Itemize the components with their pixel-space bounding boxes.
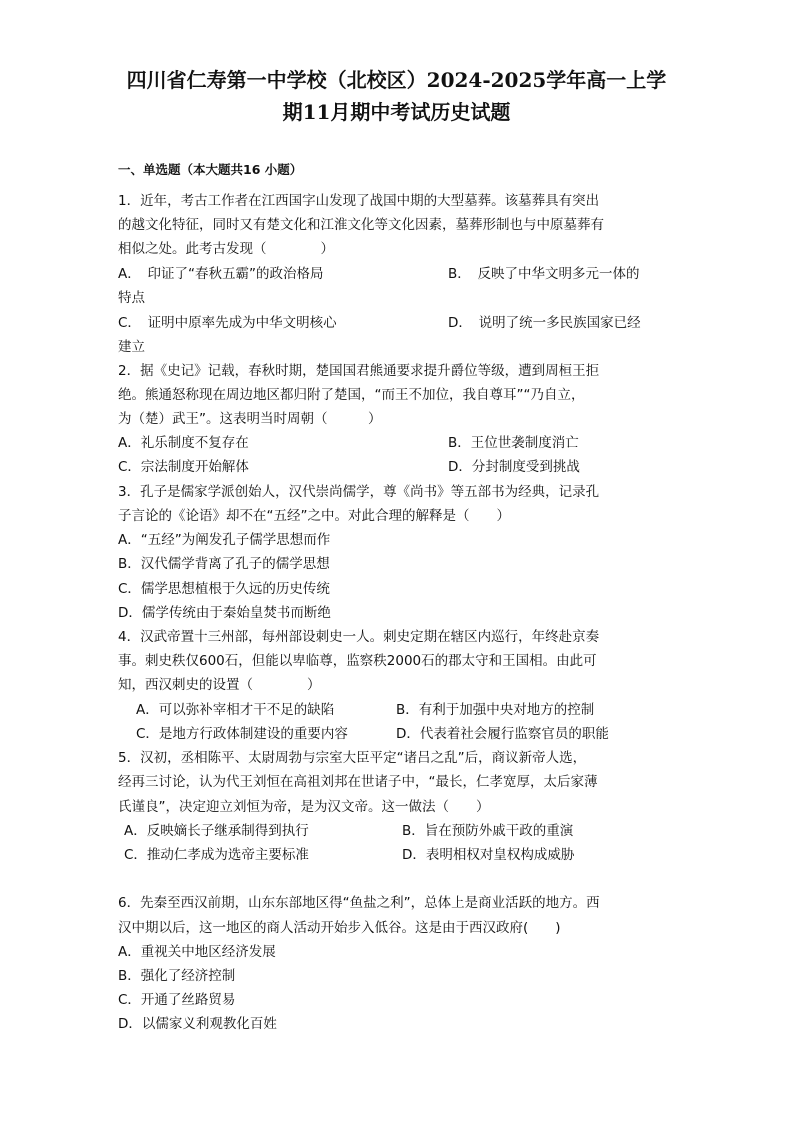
page-title-line-1: 四川省仁寿第一中学校（北校区）2024-2025学年高一上学 [126, 68, 667, 92]
q3-option-b: B．汉代儒学背离了孔子的儒学思想 [118, 556, 330, 572]
q3-option-a: A．“五经”为阐发孔子儒学思想而作 [118, 532, 331, 548]
q5-option-d: D．表明相权对皇权构成威胁 [402, 847, 575, 863]
q2-option-b: B．王位世袭制度消亡 [448, 435, 579, 451]
q1-stem-line-2: 的越文化特征，同时又有楚文化和江淮文化等文化因素，墓葬形制也与中原墓葬有 [118, 217, 604, 233]
q1-option-c: C． 证明中原率先成为中华文明核心 [118, 315, 337, 331]
q6-option-b: B．强化了经济控制 [118, 968, 236, 984]
q1-option-d-continued: 建立 [118, 339, 145, 355]
q1-option-b: B． 反映了中华文明多元一体的 [448, 266, 640, 282]
q2-option-d: D．分封制度受到挑战 [448, 459, 580, 475]
q2-stem-line-2: 绝。熊通怒称现在周边地区都归附了楚国，“而王不加位，我自尊耳”“乃自立， [118, 387, 585, 403]
q5-option-b: B．旨在预防外戚干政的重演 [402, 823, 574, 839]
q4-stem-line-3: 知，西汉刺史的设置（ ） [118, 677, 321, 693]
q2-stem-line-3: 为（楚）武王”。这表明当时周朝（ ） [118, 411, 382, 427]
q6-stem-line-2: 汉中期以后，这一地区的商人活动开始步入低谷。这是由于西汉政府( ) [118, 920, 561, 936]
q4-option-b: B．有利于加强中央对地方的控制 [396, 702, 595, 718]
q6-option-d: D．以儒家义利观教化百姓 [118, 1016, 277, 1032]
q6-option-c: C．开通了丝路贸易 [118, 992, 236, 1008]
q2-stem-line-1: 2．据《史记》记载，春秋时期，楚国国君熊通要求提升爵位等级，遭到周桓王拒 [118, 363, 600, 379]
q4-option-d: D．代表着社会履行监察官员的职能 [396, 726, 609, 742]
q6-stem-line-1: 6．先秦至西汉前期，山东东部地区得“鱼盐之利”，总体上是商业活跃的地方。西 [118, 895, 600, 911]
section-heading: 一、单选题（本大题共16 小题） [118, 162, 303, 177]
q1-option-d: D． 说明了统一多民族国家已经 [448, 315, 641, 331]
q5-stem-line-2: 经再三讨论，认为代王刘恒在高祖刘邦在世诸子中，“最长，仁孝宽厚，太后家薄 [118, 774, 598, 790]
q1-stem-line-1: 1．近年，考古工作者在江西国字山发现了战国中期的大型墓葬。该墓葬具有突出 [118, 193, 600, 209]
q5-stem-line-1: 5．汉初，丞相陈平、太尉周勃与宗室大臣平定“诸吕之乱”后，商议新帝人选， [118, 750, 587, 766]
q4-option-c: C．是地方行政体制建设的重要内容 [136, 726, 348, 742]
q3-stem-line-2: 子言论的《论语》却不在“五经”之中。对此合理的解释是（ ） [118, 508, 510, 524]
q1-option-b-continued: 特点 [118, 290, 145, 306]
page-title-line-2: 期11月期中考试历史试题 [282, 100, 511, 124]
q5-option-a: A．反映嫡长子继承制得到执行 [124, 823, 309, 839]
q3-option-d: D．儒学传统由于秦始皇焚书而断绝 [118, 605, 331, 621]
q4-stem-line-1: 4．汉武帝置十三州部，每州部设刺史一人。刺史定期在辖区内巡行，年终赴京奏 [118, 629, 600, 645]
q2-option-c: C．宗法制度开始解体 [118, 459, 249, 475]
q4-stem-line-2: 事。刺史秩仅600石，但能以卑临尊，监察秩2000石的郡太守和王国相。由此可 [118, 653, 597, 669]
q1-option-a: A． 印证了“春秋五霸”的政治格局 [118, 266, 324, 282]
q3-option-c: C．儒学思想植根于久远的历史传统 [118, 581, 330, 597]
q4-option-a: A．可以弥补宰相才干不足的缺陷 [136, 702, 335, 718]
q5-option-c: C．推动仁孝成为选帝主要标准 [124, 847, 309, 863]
q6-option-a: A．重视关中地区经济发展 [118, 944, 276, 960]
q3-stem-line-1: 3．孔子是儒家学派创始人，汉代崇尚儒学，尊《尚书》等五部书为经典，记录孔 [118, 484, 600, 500]
q2-option-a: A．礼乐制度不复存在 [118, 435, 249, 451]
q5-stem-line-3: 氏谨良”，决定迎立刘恒为帝，是为汉文帝。这一做法（ ） [118, 799, 490, 815]
q1-stem-line-3: 相似之处。此考古发现（ ） [118, 241, 334, 257]
